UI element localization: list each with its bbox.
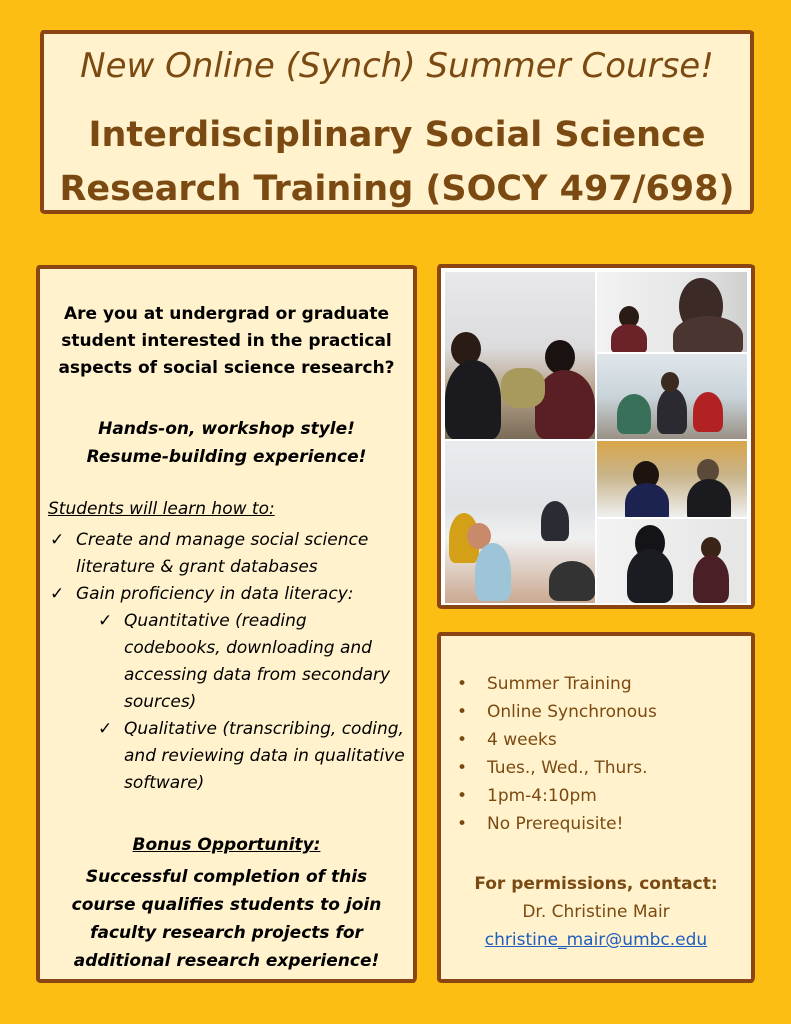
detail-text: Summer Training bbox=[487, 674, 632, 694]
list-item bbox=[48, 581, 407, 797]
contact-block bbox=[441, 870, 751, 954]
bullet-icon: • bbox=[457, 786, 468, 806]
list-item bbox=[449, 782, 657, 810]
handson-text bbox=[54, 415, 399, 471]
checkmark-icon: ✓ bbox=[50, 530, 65, 550]
course-details-panel bbox=[437, 632, 755, 983]
details-list bbox=[449, 670, 657, 838]
detail-text: 1pm-4:10pm bbox=[487, 786, 597, 806]
detail-text: Online Synchronous bbox=[487, 702, 657, 722]
students-at-table-photo bbox=[597, 354, 747, 439]
bonus-heading: Bonus Opportunity: bbox=[132, 835, 321, 855]
learn-item-text: Gain proficiency in data literacy: bbox=[76, 584, 354, 604]
bullet-icon: • bbox=[457, 758, 468, 778]
bullet-icon: • bbox=[457, 702, 468, 722]
intro-question: Are you at undergrad or graduate student interested in the practical aspects of social science research? bbox=[58, 304, 395, 378]
sub-item-text: Qualitative (transcribing, coding, and reviewing data in qualitative software) bbox=[124, 719, 405, 793]
course-title-line2: Research Training (SOCY 497/698) bbox=[59, 169, 735, 209]
bullet-icon: • bbox=[457, 730, 468, 750]
sub-item-text: Quantitative (reading codebooks, downloading and accessing data from secondary sources) bbox=[124, 611, 391, 712]
list-item bbox=[449, 810, 657, 838]
course-title-line1: Interdisciplinary Social Science bbox=[88, 115, 706, 155]
student-in-headscarf-photo bbox=[597, 519, 747, 603]
contact-name: Dr. Christine Mair bbox=[522, 902, 670, 922]
course-subtitle: New Online (Synch) Summer Course! bbox=[80, 46, 714, 86]
bullet-icon: • bbox=[457, 674, 468, 694]
learn-heading: Students will learn how to: bbox=[48, 499, 275, 519]
classroom-seminar-photo bbox=[445, 441, 595, 603]
checkmark-icon: ✓ bbox=[50, 584, 65, 604]
student-in-hijab-photo bbox=[597, 272, 747, 352]
course-title bbox=[44, 108, 750, 216]
photo-collage bbox=[437, 264, 755, 609]
contact-heading: For permissions, contact: bbox=[474, 874, 718, 894]
checkmark-icon: ✓ bbox=[98, 719, 113, 739]
list-item bbox=[76, 716, 407, 797]
list-item bbox=[449, 670, 657, 698]
students-at-laptops-photo bbox=[597, 441, 747, 517]
bullet-icon: • bbox=[457, 814, 468, 834]
list-item bbox=[449, 698, 657, 726]
students-at-whiteboard-photo bbox=[445, 272, 595, 439]
title-banner bbox=[40, 30, 754, 214]
learn-list bbox=[48, 527, 407, 797]
detail-text: Tues., Wed., Thurs. bbox=[487, 758, 648, 778]
list-item bbox=[449, 726, 657, 754]
course-info-panel bbox=[36, 265, 417, 983]
learn-item-text: Create and manage social science literature & grant databases bbox=[76, 530, 369, 577]
list-item bbox=[48, 527, 407, 581]
data-literacy-sublist bbox=[76, 608, 407, 797]
bonus-text: Successful completion of this course qualifies students to join faculty research projects for additional research experience! bbox=[71, 867, 382, 971]
detail-text: No Prerequisite! bbox=[487, 814, 624, 834]
contact-email-link[interactable]: christine_mair@umbc.edu bbox=[484, 930, 708, 950]
handson-line1: Hands-on, workshop style! bbox=[98, 419, 355, 439]
photo-grid bbox=[445, 272, 747, 601]
list-item bbox=[449, 754, 657, 782]
handson-line2: Resume-building experience! bbox=[86, 447, 367, 467]
detail-text: 4 weeks bbox=[487, 730, 557, 750]
checkmark-icon: ✓ bbox=[98, 611, 113, 631]
list-item bbox=[76, 608, 407, 716]
